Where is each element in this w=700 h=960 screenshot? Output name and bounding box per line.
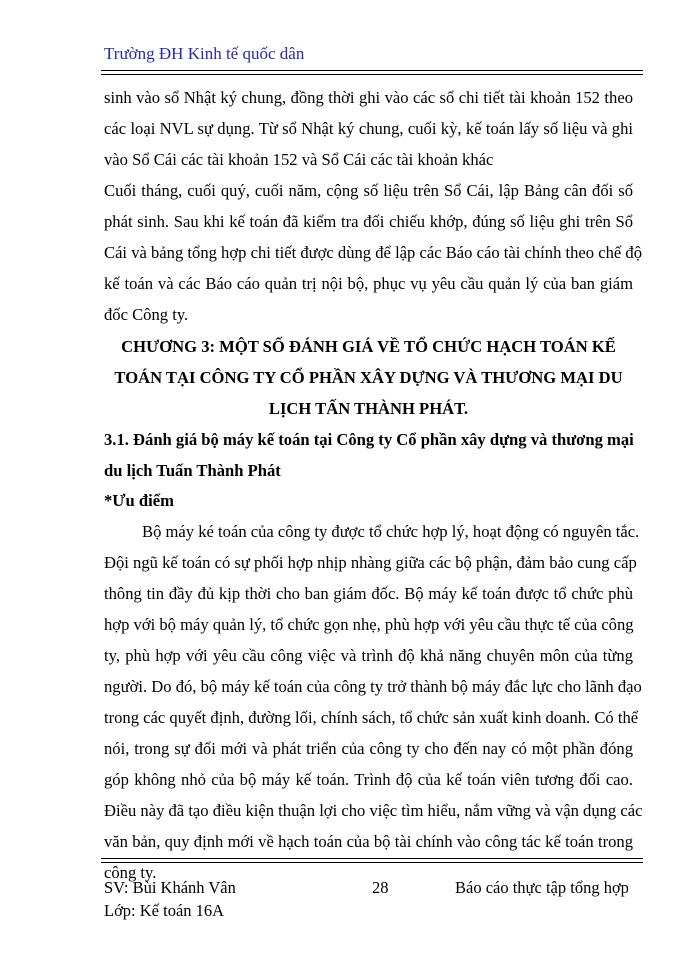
body-line: sinh vào sổ Nhật ký chung, đồng thời ghi vào các sổ chi tiết tài khoản 152 theo	[104, 88, 633, 107]
subheading-advantages: *Ưu điểm	[104, 491, 174, 510]
body-line: Bộ máy ké toán của công ty được tổ chức hợp lý, hoạt động có nguyên tắc.	[142, 522, 640, 541]
body-line: công ty.	[104, 863, 157, 882]
section-heading-line: du lịch Tuấn Thành Phát	[104, 461, 281, 480]
body-line: Cuối tháng, cuối quý, cuối năm, cộng số liệu trên Sổ Cái, lập Bảng cân đối số	[104, 181, 633, 200]
body-line: nói, trong sự đổi mới và phát triển của công ty cho đến nay có một phần đóng	[104, 739, 633, 758]
footer-class: Lớp: Kế toán 16A	[104, 901, 225, 920]
body-line: Cái và bảng tổng hợp chi tiết được dùng để lập các Báo cáo tài chính theo chế độ	[104, 243, 643, 262]
header-school-name: Trường ĐH Kinh tế quốc dân	[104, 44, 305, 63]
footer-page-number: 28	[372, 878, 389, 897]
chapter-title-line: CHƯƠNG 3: MỘT SỐ ĐÁNH GIÁ VỀ TỔ CHỨC HẠCH TOÁN KẾ	[121, 337, 616, 356]
footer-student-name: SV: Bùi Khánh Vân	[104, 878, 236, 897]
body-line: văn bản, quy định mới về hạch toán của bộ tài chính vào công tác kế toán trong	[104, 832, 633, 851]
header-divider	[101, 70, 643, 75]
body-line: góp không nhỏ của bộ máy kế toán. Trình độ của kế toán viên tương đối cao.	[104, 770, 633, 789]
chapter-title-line: LỊCH TẤN THÀNH PHÁT.	[268, 399, 469, 418]
body-line: thông tin đầy đủ kịp thời cho ban giám đốc. Bộ máy kế toán được tổ chức phù	[104, 584, 633, 603]
body-line: người. Do đó, bộ máy kế toán của công ty trở thành bộ máy đắc lực cho lãnh đạo	[104, 677, 642, 696]
chapter-title-line: TOÁN TẠI CÔNG TY CỔ PHẦN XÂY DỰNG VÀ THƯƠNG MẠI DU	[114, 368, 623, 387]
body-line: kế toán và các Báo cáo quản trị nội bộ, phục vụ yêu cầu quản lý của ban giám	[104, 274, 633, 293]
body-line: đốc Công ty.	[104, 305, 189, 324]
body-line: ty, phù hợp với yêu cầu công việc và trình độ khả năng chuyên môn của từng	[104, 646, 633, 665]
footer-report-title: Báo cáo thực tập tổng hợp	[455, 878, 629, 897]
section-heading-line: 3.1. Đánh giá bộ máy kế toán tại Công ty Cổ phần xây dựng và thương mại	[104, 430, 634, 449]
body-line: vào Sổ Cái các tài khoản 152 và Sổ Cái các tài khoản khác	[104, 150, 494, 169]
body-line: hợp với bộ máy quản lý, tổ chức gọn nhẹ, phù hợp với yêu cầu thực tế của công	[104, 615, 634, 634]
body-line: Đội ngũ kế toán có sự phối hợp nhịp nhàng giữa các bộ phận, đảm bảo cung cấp	[104, 553, 637, 572]
footer-divider	[101, 858, 643, 863]
body-line: Điều này đã tạo điều kiện thuận lợi cho việc tìm hiểu, nắm vững và vận dụng các	[104, 801, 643, 820]
body-line: phát sinh. Sau khi kế toán đã kiểm tra đối chiếu khớp, đúng số liệu ghi trên Sổ	[104, 212, 633, 231]
body-line: các loại NVL sự dụng. Từ sổ Nhật ký chung, cuối kỳ, kế toán lấy số liệu và ghi	[104, 119, 633, 138]
body-line: trong các quyết định, đường lối, chính sách, tổ chức sản xuất kinh doanh. Có thể	[104, 708, 639, 727]
